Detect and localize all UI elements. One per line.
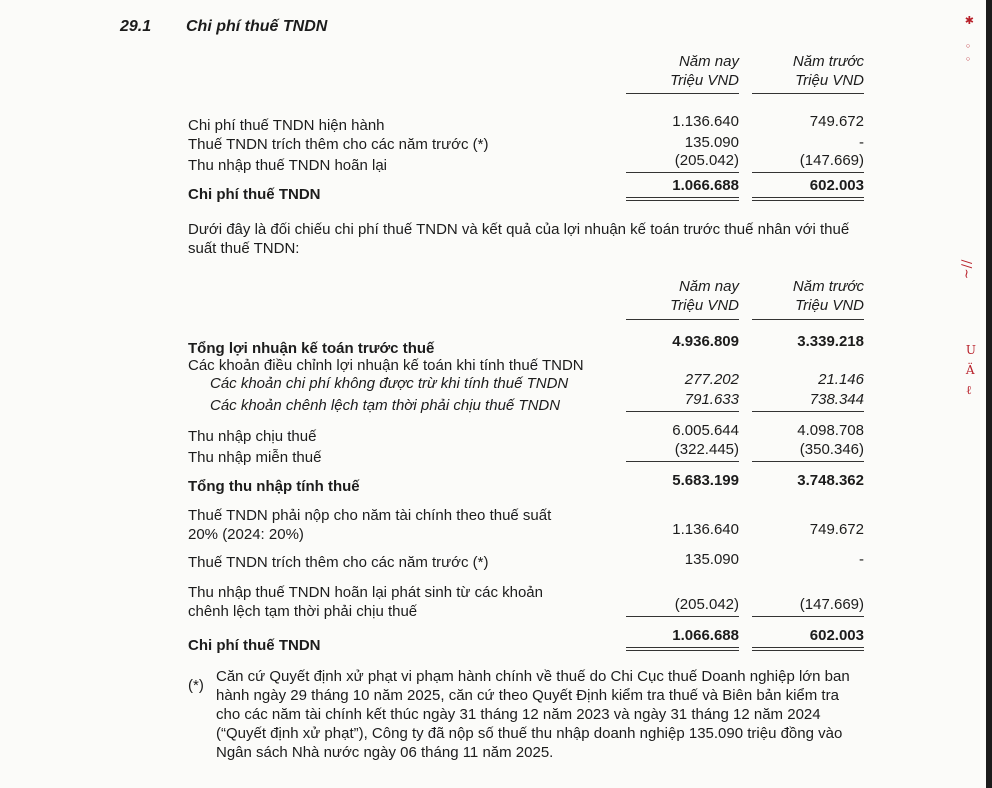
t2-total-rule-current-2 <box>626 650 739 651</box>
t2-row-current: 277.202 <box>684 371 739 388</box>
t2-row-prior: 3.748.362 <box>797 472 864 489</box>
t1-row-prior: (147.669) <box>799 152 864 169</box>
page-edge-shadow <box>986 0 992 788</box>
t2-row-label-multiline <box>188 583 543 621</box>
t2-row-label: Tổng lợi nhuận kế toán trước thuế <box>188 340 435 357</box>
t1-total-rule-prior <box>752 197 864 198</box>
t1-row-prior: 749.672 <box>809 113 864 130</box>
t1-header-current <box>670 52 739 90</box>
footnote-marker: (*) <box>188 677 204 694</box>
t2-row-prior: 3.339.218 <box>797 333 864 350</box>
t2-row-prior: (350.346) <box>799 441 864 458</box>
t2-header-current <box>670 277 739 315</box>
t1-total-rule-current-2 <box>626 200 739 201</box>
t2-header-prior-year: Năm trước <box>792 278 864 295</box>
t1-total-current: 1.066.688 <box>672 177 739 194</box>
t1-total-rule-prior-2 <box>752 200 864 201</box>
t2-row-label: Tổng thu nhập tính thuế <box>188 478 360 495</box>
t1-subtotal-rule-prior <box>752 172 864 173</box>
t2-row-current: 1.136.640 <box>672 521 739 538</box>
section-title: Chi phí thuế TNDN <box>186 18 328 35</box>
t2-row-label-multiline <box>188 506 551 544</box>
t1-header-prior-unit: Triệu VND <box>795 72 864 89</box>
t2-header-rule-prior <box>752 319 864 320</box>
t1-header-rule-current <box>626 93 739 94</box>
t1-header-current-unit: Triệu VND <box>670 72 739 89</box>
t2-row-label: Thu nhập miễn thuế <box>188 449 322 466</box>
t2-row-label: Thuế TNDN trích thêm cho các năm trước (*) <box>188 554 489 571</box>
t2-row-prior: 4.098.708 <box>797 422 864 439</box>
t2-row-label: Các khoản chênh lệch tạm thời phải chịu thuế TNDN <box>210 397 561 414</box>
t1-total-label: Chi phí thuế TNDN <box>188 186 321 203</box>
signature-mark-middle: ∕∕~ <box>958 259 974 280</box>
t2-row-prior: 738.344 <box>809 391 864 408</box>
t2-subtotal-rule-current <box>626 616 739 617</box>
t2-header-rule-current <box>626 319 739 320</box>
t2-total-prior: 602.003 <box>809 627 864 644</box>
t2-exempt-rule-current <box>626 461 739 462</box>
t2-total-label: Chi phí thuế TNDN <box>188 637 321 654</box>
t2-row-current: 791.633 <box>684 391 739 408</box>
stamp-mark-top: ✱ ◦ ◦ <box>964 14 974 66</box>
t2-row-label: Thu nhập chịu thuế <box>188 428 317 445</box>
t1-row-current: (205.042) <box>674 152 739 169</box>
t2-subtotal-rule-prior <box>752 616 864 617</box>
t2-row-label-line2: chênh lệch tạm thời phải chịu thuế <box>188 603 418 620</box>
t2-row-current: (322.445) <box>674 441 739 458</box>
t2-row-prior: (147.669) <box>799 596 864 613</box>
t2-row-current: 6.005.644 <box>672 422 739 439</box>
t1-row-label: Chi phí thuế TNDN hiện hành <box>188 117 385 134</box>
t1-row-current: 135.090 <box>684 134 739 151</box>
t2-row-prior: - <box>859 551 864 568</box>
t2-header-current-year: Năm nay <box>678 278 739 295</box>
t1-header-rule-prior <box>752 93 864 94</box>
stamp-mark-lower: U Ä ℓ <box>965 343 976 397</box>
footnote-text: Căn cứ Quyết định xử phạt vi phạm hành chính về thuế do Chi Cục thuế Doanh nghiệp lớn ban hành ngày 29 tháng 10 năm 2025, căn cứ theo Quyết Định kiểm tra thuế và Biên bản kiểm tra cho các năm tài chính kết thúc ngày 31 tháng 12 năm 2023 và ngày 31 tháng 12 năm 2024 (“Quyết định xử phạt”), Công ty đã nộp số thuế thu nhập doanh nghiệp 135.090 triệu đồng vào Ngân sách Nhà nước ngày 06 tháng 11 năm 2025. <box>216 668 850 761</box>
t1-header-prior-year: Năm trước <box>792 53 864 70</box>
t2-row-current: 4.936.809 <box>672 333 739 350</box>
t2-row-label: Các khoản điều chỉnh lợi nhuận kế toán khi tính thuế TNDN <box>188 357 584 374</box>
t1-total-rule-current <box>626 197 739 198</box>
t2-total-rule-prior-2 <box>752 650 864 651</box>
t2-row-label-line1: Thu nhập thuế TNDN hoãn lại phát sinh từ các khoản <box>188 584 543 601</box>
t2-row-prior: 749.672 <box>809 521 864 538</box>
t2-header-current-unit: Triệu VND <box>670 297 739 314</box>
t2-row-label-line1: Thuế TNDN phải nộp cho năm tài chính theo thuế suất <box>188 507 552 524</box>
t2-row-current: 135.090 <box>684 551 739 568</box>
t2-row-current: 5.683.199 <box>672 472 739 489</box>
t2-total-rule-current <box>626 647 739 648</box>
t1-subtotal-rule-current <box>626 172 739 173</box>
reconciliation-intro: Dưới đây là đối chiếu chi phí thuế TNDN và kết quả của lợi nhuận kế toán trước thuế nhân với thuế suất thuế TNDN: <box>188 221 850 257</box>
t2-row-prior: 21.146 <box>818 371 864 388</box>
t2-exempt-rule-prior <box>752 461 864 462</box>
t1-row-label: Thu nhập thuế TNDN hoãn lại <box>188 157 388 174</box>
t1-row-label: Thuế TNDN trích thêm cho các năm trước (*) <box>188 136 489 153</box>
t2-row-label: Các khoản chi phí không được trừ khi tính thuế TNDN <box>210 375 569 392</box>
t2-row-current: (205.042) <box>674 596 739 613</box>
t1-header-current-year: Năm nay <box>678 53 739 70</box>
section-number: 29.1 <box>120 18 152 35</box>
t2-total-current: 1.066.688 <box>672 627 739 644</box>
t1-row-prior: - <box>859 134 864 151</box>
t2-header-prior-unit: Triệu VND <box>795 297 864 314</box>
t2-adjust-rule-prior <box>752 411 864 412</box>
t2-total-rule-prior <box>752 647 864 648</box>
t1-row-current: 1.136.640 <box>672 113 739 130</box>
t1-total-prior: 602.003 <box>809 177 864 194</box>
t1-header-prior <box>793 52 864 90</box>
t2-adjust-rule-current <box>626 411 739 412</box>
t2-header-prior <box>793 277 864 315</box>
t2-row-label-line2: 20% (2024: 20%) <box>188 526 304 543</box>
